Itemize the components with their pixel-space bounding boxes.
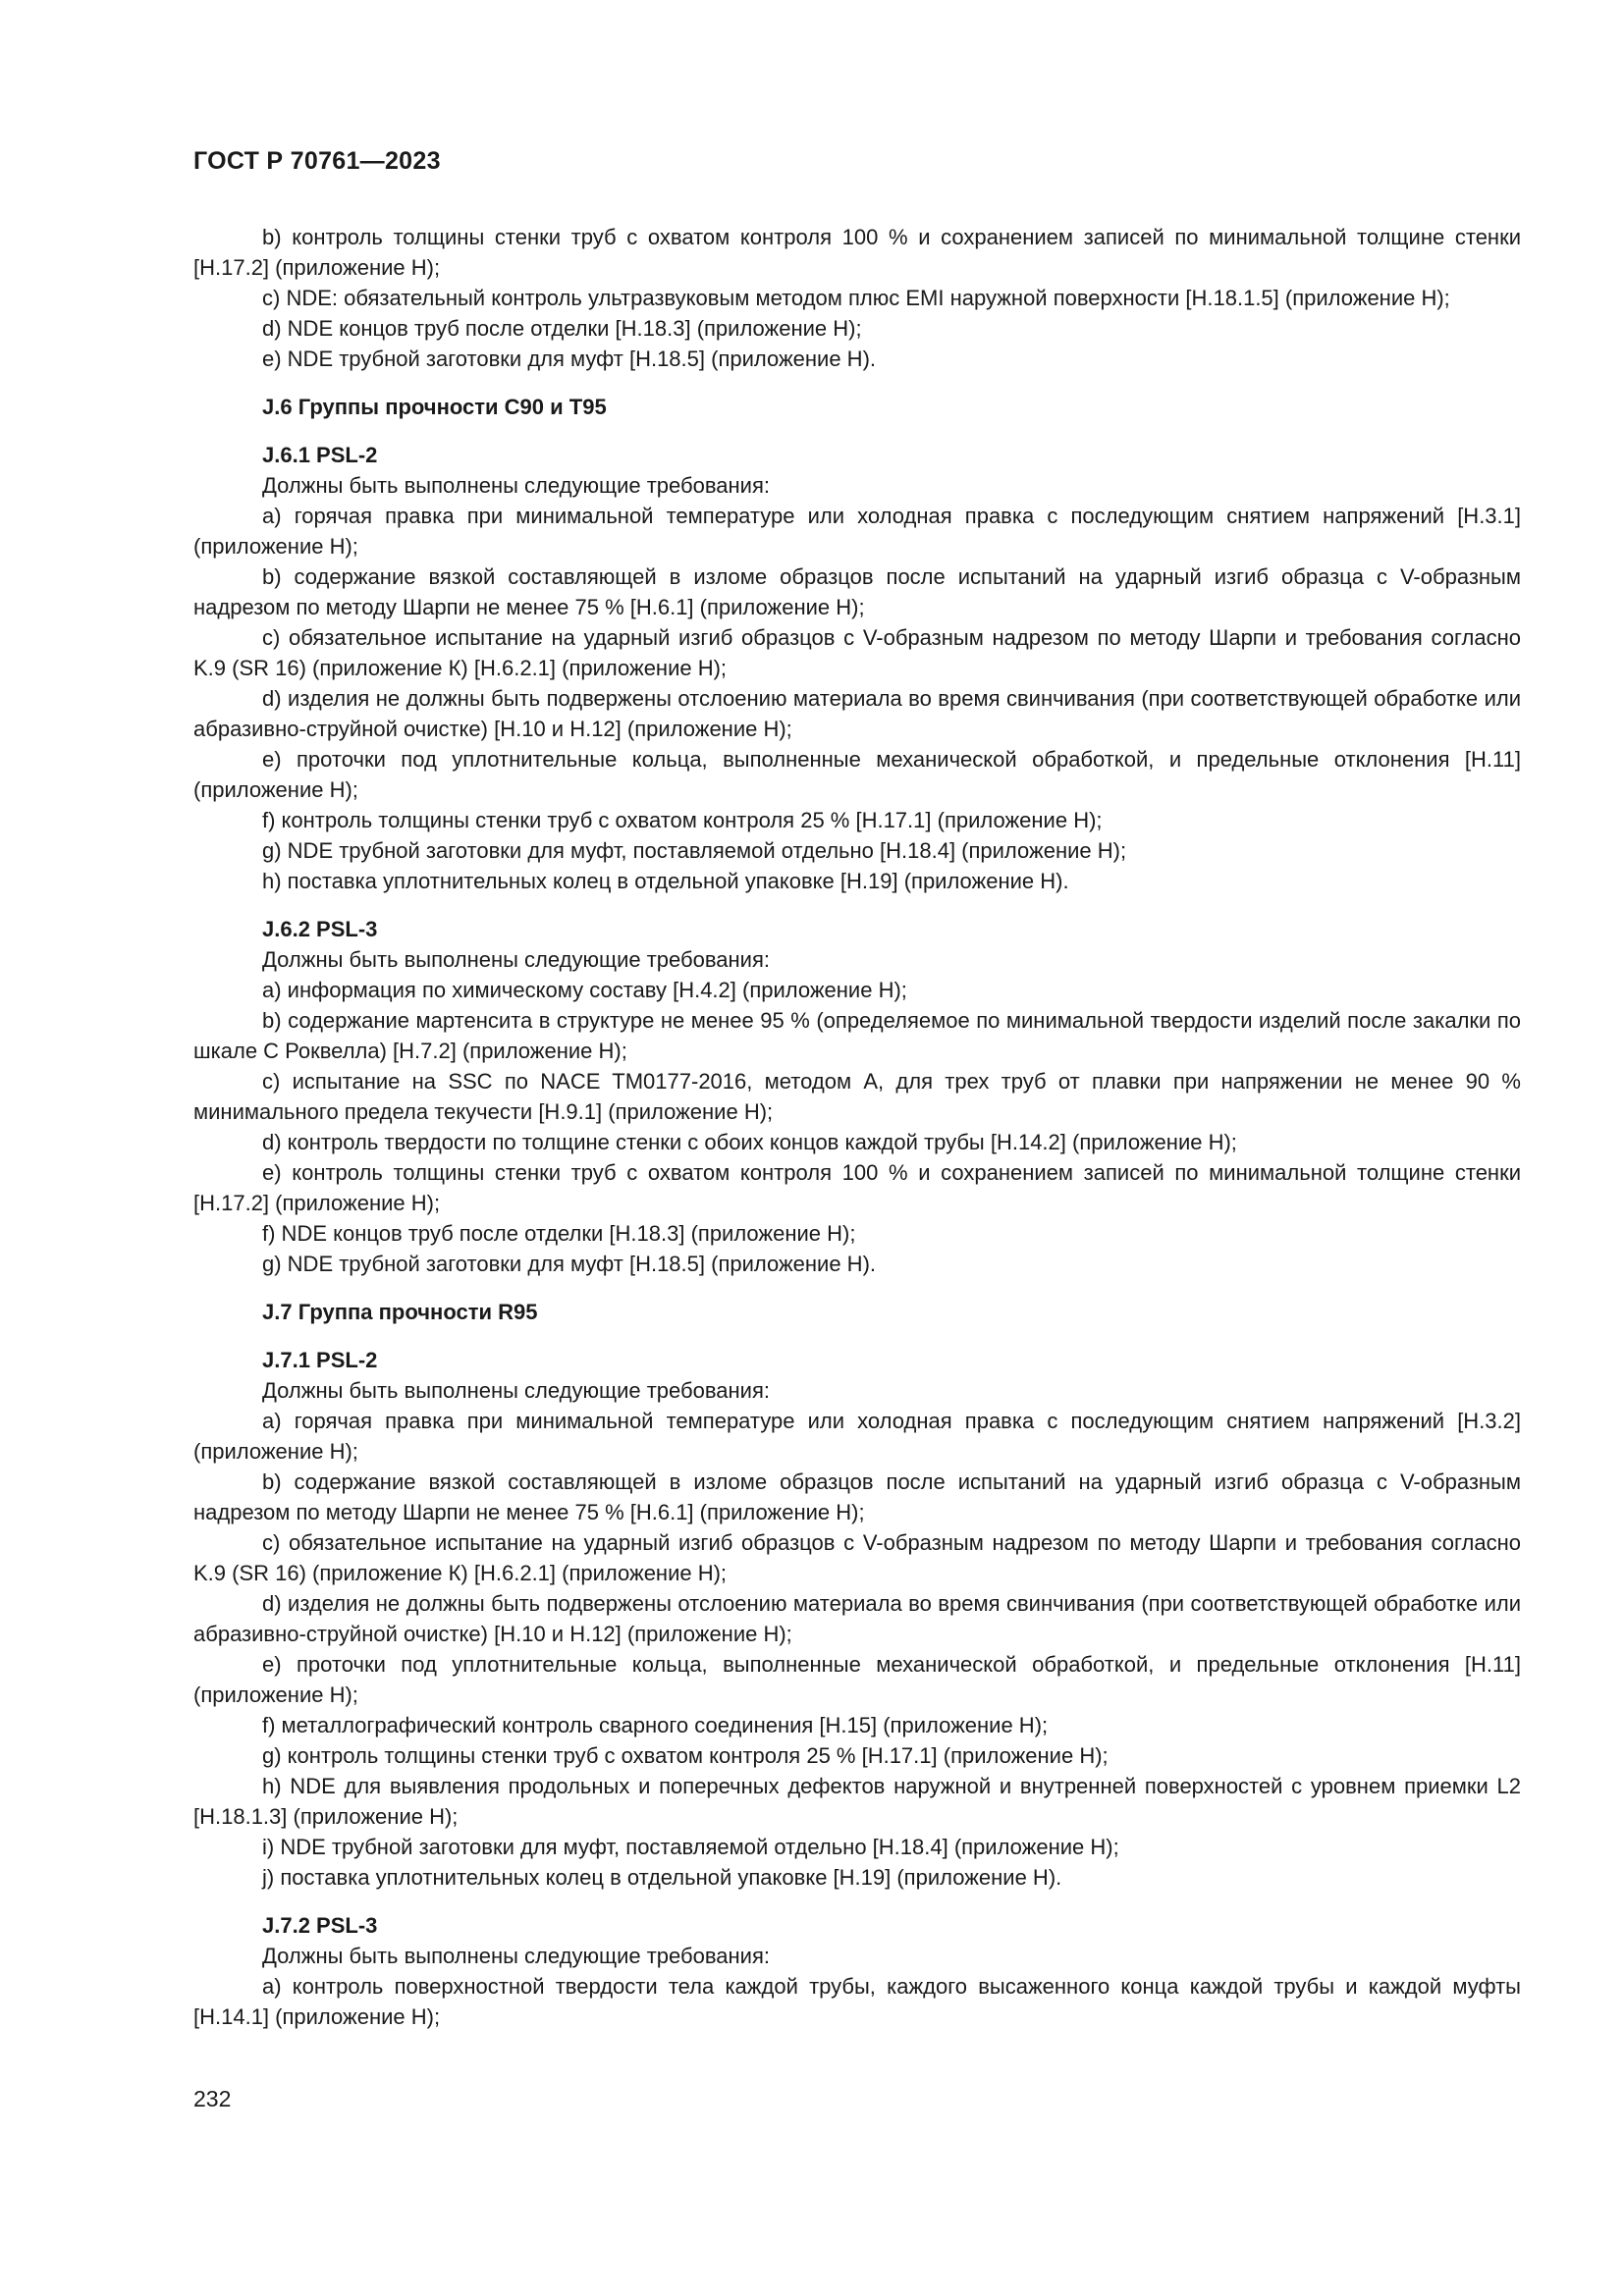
list-item: g) NDE трубной заготовки для муфт [H.18.5] (приложение Н).: [262, 1252, 877, 1276]
list-item: c) обязательное испытание на ударный изгиб образцов с V-образным надрезом по методу Шарпи и требования согласно K.9 (SR 16) (приложение К) [H.6.2.1] (приложение Н);: [193, 625, 1521, 680]
list-item: d) изделия не должны быть подвержены отслоению материала во время свинчивания (при соответствующей обработке или абразивно-струйной очистке) [H.10 и H.12] (приложение Н);: [193, 1591, 1521, 1646]
list-item: a) контроль поверхностной твердости тела каждой трубы, каждого высаженного конца каждой трубы и каждой муфты [H.14.1] (приложение Н);: [193, 1974, 1521, 2029]
list-item: c) испытание на SSC по NACE TM0177-2016, методом А, для трех труб от плавки при напряжении не менее 90 % минимального предела текучести [H.9.1] (приложение Н);: [193, 1069, 1521, 1124]
list-item: a) горячая правка при минимальной температуре или холодная правка с последующим снятием напряжений [H.3.1] (приложение Н);: [193, 504, 1521, 559]
list-item: e) контроль толщины стенки труб с охватом контроля 100 % и сохранением записей по минимальной толщине стенки [H.17.2] (приложение Н);: [193, 1160, 1521, 1215]
list-item: b) содержание вязкой составляющей в изломе образцов после испытаний на ударный изгиб образца с V-образным надрезом по методу Шарпи не менее 75 % [H.6.1] (приложение Н);: [193, 1469, 1521, 1524]
list-item: a) информация по химическому составу [H.4.2] (приложение Н);: [262, 978, 907, 1002]
intro-list: [193, 222, 1521, 374]
lead-text: Должны быть выполнены следующие требования:: [262, 473, 770, 498]
section-heading-j7: J.7 Группа прочности R95: [262, 1300, 538, 1324]
list-item: i) NDE трубной заготовки для муфт, поставляемой отдельно [H.18.4] (приложение Н);: [262, 1835, 1119, 1859]
list-item: e) NDE трубной заготовки для муфт [H.18.5] (приложение Н).: [262, 347, 877, 371]
list-item: h) поставка уплотнительных колец в отдельной упаковке [H.19] (приложение Н).: [262, 869, 1069, 893]
lead-text: Должны быть выполнены следующие требования:: [262, 947, 770, 972]
subsection-heading-j6-2: J.6.2 PSL-3: [262, 917, 378, 941]
list-item: a) горячая правка при минимальной температуре или холодная правка с последующим снятием напряжений [H.3.2] (приложение Н);: [193, 1409, 1521, 1464]
section-heading-j6: J.6 Группы прочности С90 и Т95: [262, 395, 607, 419]
list-item: g) NDE трубной заготовки для муфт, поставляемой отдельно [H.18.4] (приложение Н);: [262, 838, 1127, 863]
list-item: d) NDE концов труб после отделки [H.18.3] (приложение Н);: [262, 316, 862, 341]
list-item: f) NDE концов труб после отделки [H.18.3] (приложение Н);: [262, 1221, 856, 1246]
document-body: [193, 222, 1521, 2032]
list-item: d) контроль твердости по толщине стенки с обоих концов каждой трубы [H.14.2] (приложение Н);: [262, 1130, 1237, 1154]
page-number: 232: [193, 2086, 232, 2111]
list-item: e) проточки под уплотнительные кольца, выполненные механической обработкой, и предельные отклонения [H.11] (приложение Н);: [193, 1652, 1521, 1707]
lead-text: Должны быть выполнены следующие требования:: [262, 1378, 770, 1403]
list-item: h) NDE для выявления продольных и поперечных дефектов наружной и внутренней поверхностей с уровнем приемки L2 [H.18.1.3] (приложение Н);: [193, 1774, 1521, 1829]
list-item: e) проточки под уплотнительные кольца, выполненные механической обработкой, и предельные отклонения [H.11] (приложение Н);: [193, 747, 1521, 802]
list-item: f) металлографический контроль сварного соединения [H.15] (приложение Н);: [262, 1713, 1049, 1737]
document-header: ГОСТ Р 70761—2023: [193, 147, 441, 175]
lead-text: Должны быть выполнены следующие требования:: [262, 1944, 770, 1968]
list-item: c) NDE: обязательный контроль ультразвуковым методом плюс EMI наружной поверхности [H.18.1.5] (приложение Н);: [262, 286, 1450, 310]
subsection-heading-j7-1: J.7.1 PSL-2: [262, 1348, 378, 1372]
list-item: c) обязательное испытание на ударный изгиб образцов с V-образным надрезом по методу Шарпи и требования согласно K.9 (SR 16) (приложение К) [H.6.2.1] (приложение Н);: [193, 1530, 1521, 1585]
list-item: g) контроль толщины стенки труб с охватом контроля 25 % [H.17.1] (приложение Н);: [262, 1743, 1109, 1768]
list-item: b) контроль толщины стенки труб с охватом контроля 100 % и сохранением записей по минимальной толщине стенки [H.17.2] (приложение Н);: [193, 225, 1521, 280]
subsection-heading-j7-2: J.7.2 PSL-3: [262, 1913, 378, 1938]
list-item: d) изделия не должны быть подвержены отслоению материала во время свинчивания (при соответствующей обработке или абразивно-струйной очистке) [H.10 и H.12] (приложение Н);: [193, 686, 1521, 741]
list-item: b) содержание мартенсита в структуре не менее 95 % (определяемое по минимальной твердости изделий после закалки по шкале С Роквелла) [H.7.2] (приложение Н);: [193, 1008, 1521, 1063]
list-item: f) контроль толщины стенки труб с охватом контроля 25 % [H.17.1] (приложение Н);: [262, 808, 1103, 832]
list-item: b) содержание вязкой составляющей в изломе образцов после испытаний на ударный изгиб образца с V-образным надрезом по методу Шарпи не менее 75 % [H.6.1] (приложение Н);: [193, 564, 1521, 619]
subsection-heading-j6-1: J.6.1 PSL-2: [262, 443, 378, 467]
list-item: j) поставка уплотнительных колец в отдельной упаковке [H.19] (приложение Н).: [262, 1865, 1062, 1890]
